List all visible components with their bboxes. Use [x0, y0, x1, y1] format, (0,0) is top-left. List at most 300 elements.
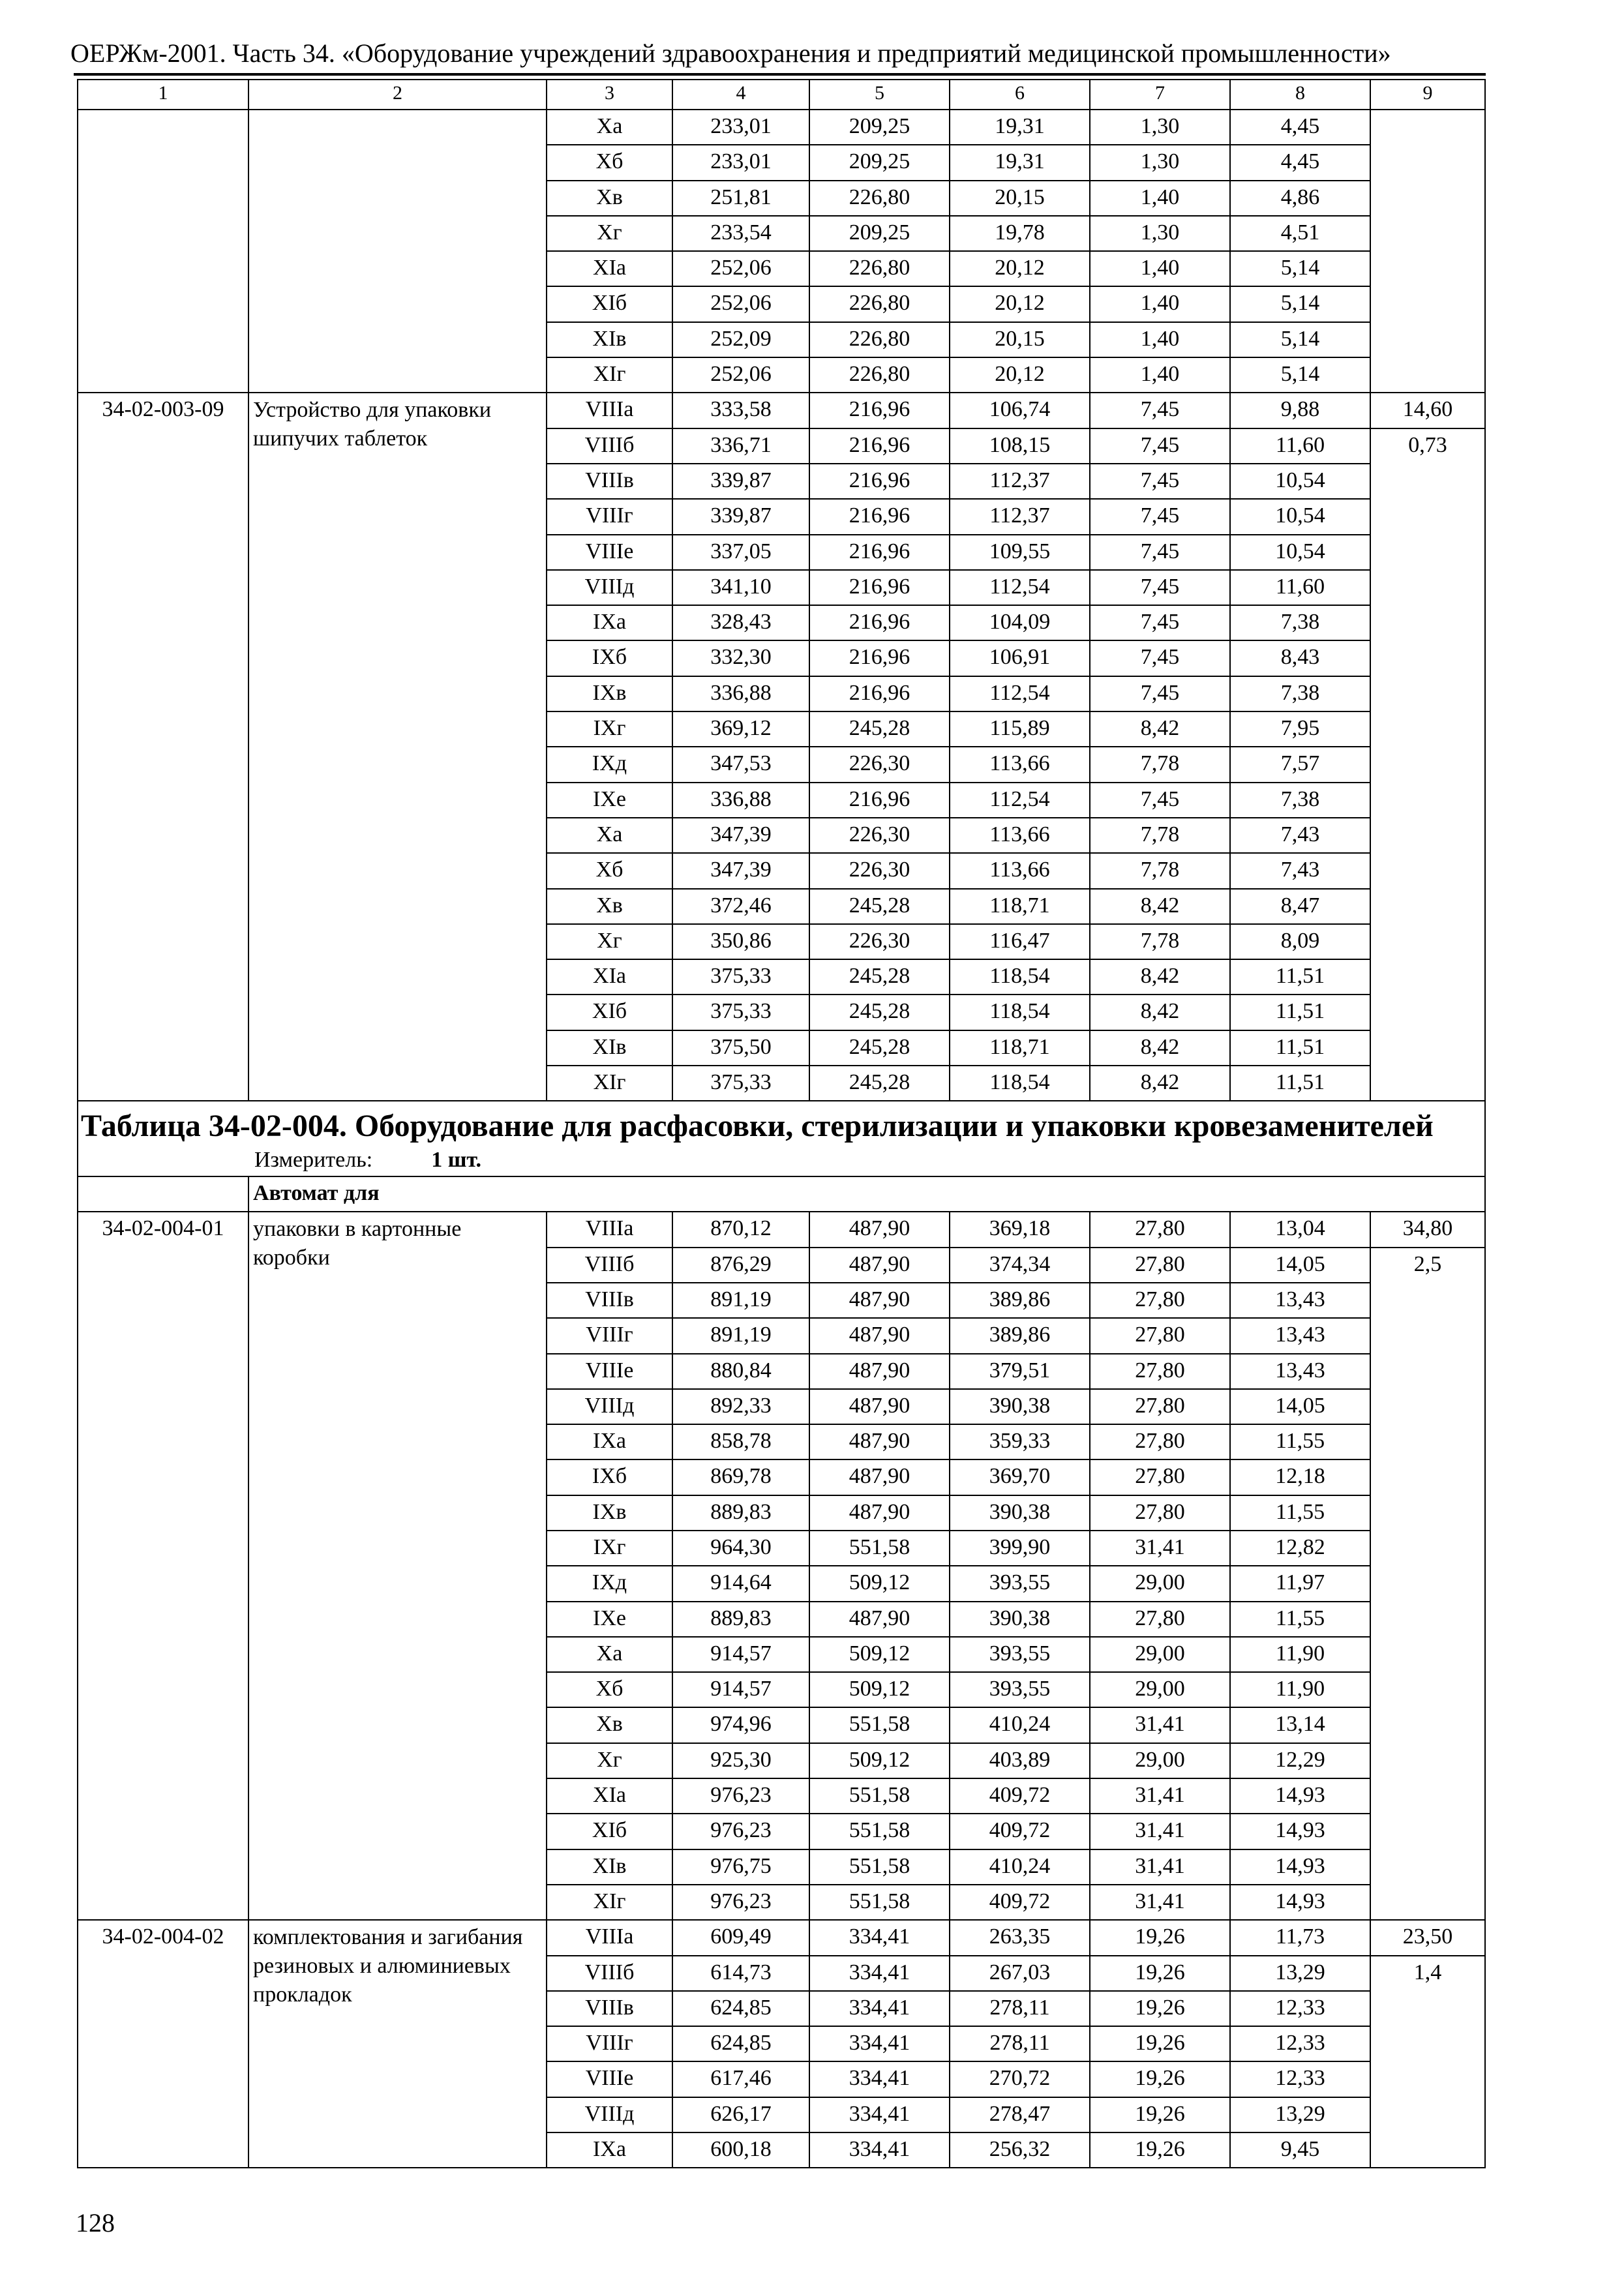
price-value: 1,30 — [1090, 216, 1230, 251]
region-code: VIIIe — [547, 535, 672, 570]
price-value: 914,57 — [672, 1672, 809, 1707]
col9-bottom: 1,4 — [1370, 1956, 1485, 2168]
region-code: Xб — [547, 853, 672, 888]
region-code: Xв — [547, 181, 672, 216]
price-value: 8,42 — [1090, 711, 1230, 747]
region-code: Xг — [547, 216, 672, 251]
item-code: 34-02-004-01 — [78, 1212, 248, 1920]
region-code: XIa — [547, 251, 672, 286]
price-value: 1,30 — [1090, 110, 1230, 145]
price-value: 339,87 — [672, 464, 809, 499]
price-value: 4,45 — [1230, 145, 1370, 180]
price-value: 389,86 — [950, 1283, 1090, 1318]
region-code: Xг — [547, 1743, 672, 1778]
price-value: 226,30 — [809, 747, 950, 782]
price-value: 13,43 — [1230, 1318, 1370, 1353]
price-value: 263,35 — [950, 1920, 1090, 1955]
price-value: 252,06 — [672, 286, 809, 322]
price-value: 409,72 — [950, 1778, 1090, 1814]
col9-top: 23,50 — [1370, 1920, 1485, 1955]
region-code: IXд — [547, 1566, 672, 1601]
price-value: 8,42 — [1090, 995, 1230, 1030]
section-heading — [78, 1101, 1485, 1176]
price-value: 334,41 — [809, 1956, 950, 1991]
price-value: 337,05 — [672, 535, 809, 570]
price-value: 7,45 — [1090, 605, 1230, 640]
price-value: 551,58 — [809, 1778, 950, 1814]
price-value: 20,12 — [950, 286, 1090, 322]
price-value: 551,58 — [809, 1531, 950, 1566]
price-value: 976,23 — [672, 1885, 809, 1920]
region-code: Xб — [547, 145, 672, 180]
price-value: 13,29 — [1230, 1956, 1370, 1991]
region-code: VIIIб — [547, 1248, 672, 1283]
price-value: 624,85 — [672, 2026, 809, 2061]
price-value: 8,42 — [1090, 959, 1230, 995]
price-value: 216,96 — [809, 393, 950, 428]
price-value: 13,43 — [1230, 1354, 1370, 1389]
price-value: 245,28 — [809, 995, 950, 1030]
price-value: 13,43 — [1230, 1283, 1370, 1318]
price-value: 334,41 — [809, 1991, 950, 2026]
price-value: 336,88 — [672, 783, 809, 818]
price-value: 624,85 — [672, 1991, 809, 2026]
price-value: 1,40 — [1090, 286, 1230, 322]
price-value: 889,83 — [672, 1495, 809, 1531]
price-value: 31,41 — [1090, 1531, 1230, 1566]
price-value: 551,58 — [809, 1849, 950, 1885]
col9-top: 34,80 — [1370, 1212, 1485, 1247]
region-code: VIIIв — [547, 1991, 672, 2026]
price-value: 369,18 — [950, 1212, 1090, 1247]
price-value: 109,55 — [950, 535, 1090, 570]
price-value: 487,90 — [809, 1389, 950, 1424]
price-value: 341,10 — [672, 570, 809, 605]
price-value: 31,41 — [1090, 1849, 1230, 1885]
price-value: 359,33 — [950, 1424, 1090, 1459]
price-value: 626,17 — [672, 2097, 809, 2132]
price-value: 112,54 — [950, 676, 1090, 711]
price-value: 369,70 — [950, 1459, 1090, 1495]
price-value: 8,42 — [1090, 889, 1230, 924]
price-value: 27,80 — [1090, 1248, 1230, 1283]
price-value: 216,96 — [809, 428, 950, 464]
region-code: XIa — [547, 1778, 672, 1814]
price-value: 1,40 — [1090, 251, 1230, 286]
price-value: 372,46 — [672, 889, 809, 924]
price-value: 393,55 — [950, 1637, 1090, 1672]
price-value: 11,90 — [1230, 1637, 1370, 1672]
price-value: 29,00 — [1090, 1672, 1230, 1707]
price-value: 112,37 — [950, 499, 1090, 534]
price-value: 226,80 — [809, 357, 950, 393]
subheading-code-empty — [78, 1176, 248, 1212]
region-code: VIIIe — [547, 1354, 672, 1389]
price-value: 106,91 — [950, 640, 1090, 676]
price-value: 7,38 — [1230, 676, 1370, 711]
price-value: 7,45 — [1090, 783, 1230, 818]
region-code: XIг — [547, 357, 672, 393]
price-value: 7,45 — [1090, 499, 1230, 534]
region-code: VIIIб — [547, 428, 672, 464]
price-value: 7,45 — [1090, 428, 1230, 464]
price-value: 393,55 — [950, 1672, 1090, 1707]
region-code: XIв — [547, 1849, 672, 1885]
price-value: 11,55 — [1230, 1424, 1370, 1459]
price-value: 11,51 — [1230, 1066, 1370, 1101]
price-value: 858,78 — [672, 1424, 809, 1459]
price-value: 13,29 — [1230, 2097, 1370, 2132]
price-value: 270,72 — [950, 2061, 1090, 2097]
price-value: 118,54 — [950, 1066, 1090, 1101]
price-value: 964,30 — [672, 1531, 809, 1566]
region-code: IXб — [547, 1459, 672, 1495]
price-value: 12,82 — [1230, 1531, 1370, 1566]
price-value: 256,32 — [950, 2132, 1090, 2168]
price-value: 389,86 — [950, 1318, 1090, 1353]
price-value: 11,60 — [1230, 570, 1370, 605]
price-value: 216,96 — [809, 535, 950, 570]
price-value: 7,45 — [1090, 393, 1230, 428]
running-header: ОЕРЖм-2001. Часть 34. «Оборудование учреждений здравоохранения и предприятий медицинской промышленности» — [70, 38, 1391, 68]
region-code: IXe — [547, 1602, 672, 1637]
region-code: VIIIг — [547, 1318, 672, 1353]
price-value: 27,80 — [1090, 1318, 1230, 1353]
price-value: 267,03 — [950, 1956, 1090, 1991]
price-value: 976,75 — [672, 1849, 809, 1885]
price-value: 118,54 — [950, 959, 1090, 995]
region-code: IXe — [547, 783, 672, 818]
price-value: 11,51 — [1230, 1030, 1370, 1066]
price-value: 27,80 — [1090, 1283, 1230, 1318]
region-code: VIIIд — [547, 2097, 672, 2132]
price-value: 20,12 — [950, 251, 1090, 286]
table-row — [78, 1212, 1485, 1247]
region-code: XIa — [547, 959, 672, 995]
price-value: 399,90 — [950, 1531, 1090, 1566]
price-value: 11,60 — [1230, 428, 1370, 464]
region-code: Xв — [547, 889, 672, 924]
price-value: 336,71 — [672, 428, 809, 464]
price-value: 216,96 — [809, 605, 950, 640]
price-value: 347,39 — [672, 853, 809, 888]
price-table — [77, 79, 1486, 2168]
price-value: 393,55 — [950, 1566, 1090, 1601]
region-code: VIIIг — [547, 2026, 672, 2061]
price-value: 245,28 — [809, 1066, 950, 1101]
price-value: 7,45 — [1090, 535, 1230, 570]
price-value: 226,30 — [809, 924, 950, 959]
price-value: 4,86 — [1230, 181, 1370, 216]
price-value: 334,41 — [809, 2132, 950, 2168]
price-value: 115,89 — [950, 711, 1090, 747]
price-value: 1,40 — [1090, 181, 1230, 216]
price-value: 8,09 — [1230, 924, 1370, 959]
price-value: 892,33 — [672, 1389, 809, 1424]
region-code: Xa — [547, 110, 672, 145]
region-code: Xг — [547, 924, 672, 959]
price-value: 278,11 — [950, 2026, 1090, 2061]
price-value: 12,18 — [1230, 1459, 1370, 1495]
price-value: 29,00 — [1090, 1743, 1230, 1778]
price-value: 278,11 — [950, 1991, 1090, 2026]
price-value: 551,58 — [809, 1814, 950, 1849]
price-value: 7,57 — [1230, 747, 1370, 782]
price-value: 7,78 — [1090, 747, 1230, 782]
price-value: 1,40 — [1090, 357, 1230, 393]
region-code: IXб — [547, 640, 672, 676]
price-value: 31,41 — [1090, 1885, 1230, 1920]
price-value: 487,90 — [809, 1602, 950, 1637]
price-value: 233,01 — [672, 110, 809, 145]
region-code: VIIIг — [547, 499, 672, 534]
price-value: 27,80 — [1090, 1459, 1230, 1495]
price-value: 7,78 — [1090, 853, 1230, 888]
region-code: IXв — [547, 1495, 672, 1531]
price-value: 245,28 — [809, 711, 950, 747]
price-value: 27,80 — [1090, 1602, 1230, 1637]
column-number: 7 — [1090, 80, 1230, 110]
region-code: XIб — [547, 995, 672, 1030]
col9-bottom: 0,73 — [1370, 428, 1485, 1101]
price-value: 8,43 — [1230, 640, 1370, 676]
column-number: 9 — [1370, 80, 1485, 110]
price-value: 19,26 — [1090, 1920, 1230, 1955]
price-value: 374,34 — [950, 1248, 1090, 1283]
item-code: 34-02-004-02 — [78, 1920, 248, 2168]
price-value: 509,12 — [809, 1566, 950, 1601]
price-value: 104,09 — [950, 605, 1090, 640]
price-value: 113,66 — [950, 818, 1090, 853]
price-value: 27,80 — [1090, 1354, 1230, 1389]
price-value: 10,54 — [1230, 535, 1370, 570]
column-number: 6 — [950, 80, 1090, 110]
price-value: 9,45 — [1230, 2132, 1370, 2168]
price-value: 14,93 — [1230, 1885, 1370, 1920]
price-value: 11,90 — [1230, 1672, 1370, 1707]
price-value: 27,80 — [1090, 1389, 1230, 1424]
price-value: 13,14 — [1230, 1707, 1370, 1743]
price-value: 27,80 — [1090, 1212, 1230, 1247]
price-value: 209,25 — [809, 110, 950, 145]
region-code: IXв — [547, 676, 672, 711]
price-value: 551,58 — [809, 1885, 950, 1920]
price-value: 551,58 — [809, 1707, 950, 1743]
price-value: 278,47 — [950, 2097, 1090, 2132]
page-number: 128 — [76, 2208, 115, 2237]
price-value: 7,45 — [1090, 570, 1230, 605]
price-value: 487,90 — [809, 1459, 950, 1495]
price-value: 7,43 — [1230, 853, 1370, 888]
price-value: 609,49 — [672, 1920, 809, 1955]
section-heading-row — [78, 1101, 1485, 1176]
price-value: 14,93 — [1230, 1778, 1370, 1814]
region-code: XIв — [547, 1030, 672, 1066]
price-value: 976,23 — [672, 1778, 809, 1814]
price-value: 31,41 — [1090, 1707, 1230, 1743]
price-value: 914,57 — [672, 1637, 809, 1672]
price-value: 226,80 — [809, 251, 950, 286]
name-cell-empty — [248, 110, 547, 393]
region-code: IXг — [547, 711, 672, 747]
price-value: 7,38 — [1230, 605, 1370, 640]
price-value: 10,54 — [1230, 499, 1370, 534]
price-value: 403,89 — [950, 1743, 1090, 1778]
price-value: 27,80 — [1090, 1424, 1230, 1459]
region-code: VIIIa — [547, 1212, 672, 1247]
region-code: Xa — [547, 1637, 672, 1672]
price-value: 209,25 — [809, 216, 950, 251]
unit-line — [254, 1147, 1482, 1173]
price-value: 375,50 — [672, 1030, 809, 1066]
region-code: XIв — [547, 322, 672, 357]
price-value: 410,24 — [950, 1707, 1090, 1743]
price-value: 7,78 — [1090, 924, 1230, 959]
price-value: 118,71 — [950, 1030, 1090, 1066]
price-value: 869,78 — [672, 1459, 809, 1495]
price-value: 216,96 — [809, 783, 950, 818]
price-value: 226,80 — [809, 181, 950, 216]
price-value: 233,54 — [672, 216, 809, 251]
price-value: 7,45 — [1090, 676, 1230, 711]
price-value: 7,43 — [1230, 818, 1370, 853]
region-code: Xв — [547, 1707, 672, 1743]
price-value: 252,09 — [672, 322, 809, 357]
price-value: 108,15 — [950, 428, 1090, 464]
region-code: VIIIe — [547, 2061, 672, 2097]
col9-bottom: 2,5 — [1370, 1248, 1485, 1921]
price-value: 347,39 — [672, 818, 809, 853]
price-value: 600,18 — [672, 2132, 809, 2168]
price-value: 5,14 — [1230, 251, 1370, 286]
price-value: 487,90 — [809, 1354, 950, 1389]
price-value: 870,12 — [672, 1212, 809, 1247]
price-value: 390,38 — [950, 1495, 1090, 1531]
price-value: 409,72 — [950, 1885, 1090, 1920]
price-value: 891,19 — [672, 1318, 809, 1353]
price-value: 8,42 — [1090, 1030, 1230, 1066]
price-value: 369,12 — [672, 711, 809, 747]
price-value: 20,15 — [950, 322, 1090, 357]
item-name: комплектования и загибания резиновых и алюминиевых прокладок — [248, 1920, 547, 2168]
price-value: 390,38 — [950, 1389, 1090, 1424]
price-value: 7,38 — [1230, 783, 1370, 818]
price-value: 509,12 — [809, 1743, 950, 1778]
price-value: 487,90 — [809, 1212, 950, 1247]
region-code: XIб — [547, 1814, 672, 1849]
price-value: 19,26 — [1090, 2026, 1230, 2061]
col9-top: 14,60 — [1370, 393, 1485, 428]
price-value: 487,90 — [809, 1318, 950, 1353]
item-code: 34-02-003-09 — [78, 393, 248, 1101]
price-value: 1,40 — [1090, 322, 1230, 357]
subheading-row — [78, 1176, 1485, 1212]
price-value: 11,73 — [1230, 1920, 1370, 1955]
price-value: 31,41 — [1090, 1814, 1230, 1849]
price-value: 12,33 — [1230, 1991, 1370, 2026]
price-value: 252,06 — [672, 251, 809, 286]
region-code: VIIIв — [547, 464, 672, 499]
price-value: 5,14 — [1230, 286, 1370, 322]
table-row — [78, 110, 1485, 145]
column-number: 3 — [547, 80, 672, 110]
region-code: VIIIa — [547, 393, 672, 428]
price-value: 880,84 — [672, 1354, 809, 1389]
price-value: 334,41 — [809, 2026, 950, 2061]
code-cell-empty — [78, 110, 248, 393]
price-value: 112,37 — [950, 464, 1090, 499]
price-value: 209,25 — [809, 145, 950, 180]
price-value: 29,00 — [1090, 1637, 1230, 1672]
price-value: 347,53 — [672, 747, 809, 782]
price-value: 113,66 — [950, 853, 1090, 888]
price-value: 914,64 — [672, 1566, 809, 1601]
price-value: 11,55 — [1230, 1602, 1370, 1637]
price-value: 4,51 — [1230, 216, 1370, 251]
price-value: 487,90 — [809, 1424, 950, 1459]
region-code: IXa — [547, 2132, 672, 2168]
price-value: 336,88 — [672, 676, 809, 711]
price-value: 4,45 — [1230, 110, 1370, 145]
price-value: 112,54 — [950, 783, 1090, 818]
price-value: 7,95 — [1230, 711, 1370, 747]
price-value: 487,90 — [809, 1248, 950, 1283]
column-number: 8 — [1230, 80, 1370, 110]
price-value: 5,14 — [1230, 322, 1370, 357]
region-code: XIб — [547, 286, 672, 322]
price-value: 245,28 — [809, 959, 950, 995]
price-value: 390,38 — [950, 1602, 1090, 1637]
column-number-row — [78, 80, 1485, 110]
price-value: 113,66 — [950, 747, 1090, 782]
price-value: 245,28 — [809, 889, 950, 924]
price-value: 216,96 — [809, 464, 950, 499]
region-code: VIIIд — [547, 1389, 672, 1424]
price-value: 7,78 — [1090, 818, 1230, 853]
price-value: 10,54 — [1230, 464, 1370, 499]
price-value: 12,33 — [1230, 2026, 1370, 2061]
column-number: 5 — [809, 80, 950, 110]
region-code: Xa — [547, 818, 672, 853]
price-value: 487,90 — [809, 1495, 950, 1531]
unit-value: 1 шт. — [431, 1148, 482, 1173]
price-value: 332,30 — [672, 640, 809, 676]
price-value: 20,12 — [950, 357, 1090, 393]
price-value: 14,05 — [1230, 1389, 1370, 1424]
price-value: 333,58 — [672, 393, 809, 428]
price-value: 216,96 — [809, 640, 950, 676]
item-name: упаковки в картонные коробки — [248, 1212, 547, 1920]
price-value: 29,00 — [1090, 1566, 1230, 1601]
price-value: 19,78 — [950, 216, 1090, 251]
column-number: 1 — [78, 80, 248, 110]
price-value: 31,41 — [1090, 1778, 1230, 1814]
region-code: IXa — [547, 1424, 672, 1459]
col9-cell-empty — [1370, 110, 1485, 393]
price-value: 375,33 — [672, 1066, 809, 1101]
price-value: 889,83 — [672, 1602, 809, 1637]
price-value: 14,93 — [1230, 1814, 1370, 1849]
price-value: 8,47 — [1230, 889, 1370, 924]
price-value: 350,86 — [672, 924, 809, 959]
price-value: 410,24 — [950, 1849, 1090, 1885]
price-value: 216,96 — [809, 570, 950, 605]
price-value: 106,74 — [950, 393, 1090, 428]
price-value: 226,80 — [809, 286, 950, 322]
price-value: 614,73 — [672, 1956, 809, 1991]
price-value: 27,80 — [1090, 1495, 1230, 1531]
price-value: 116,47 — [950, 924, 1090, 959]
